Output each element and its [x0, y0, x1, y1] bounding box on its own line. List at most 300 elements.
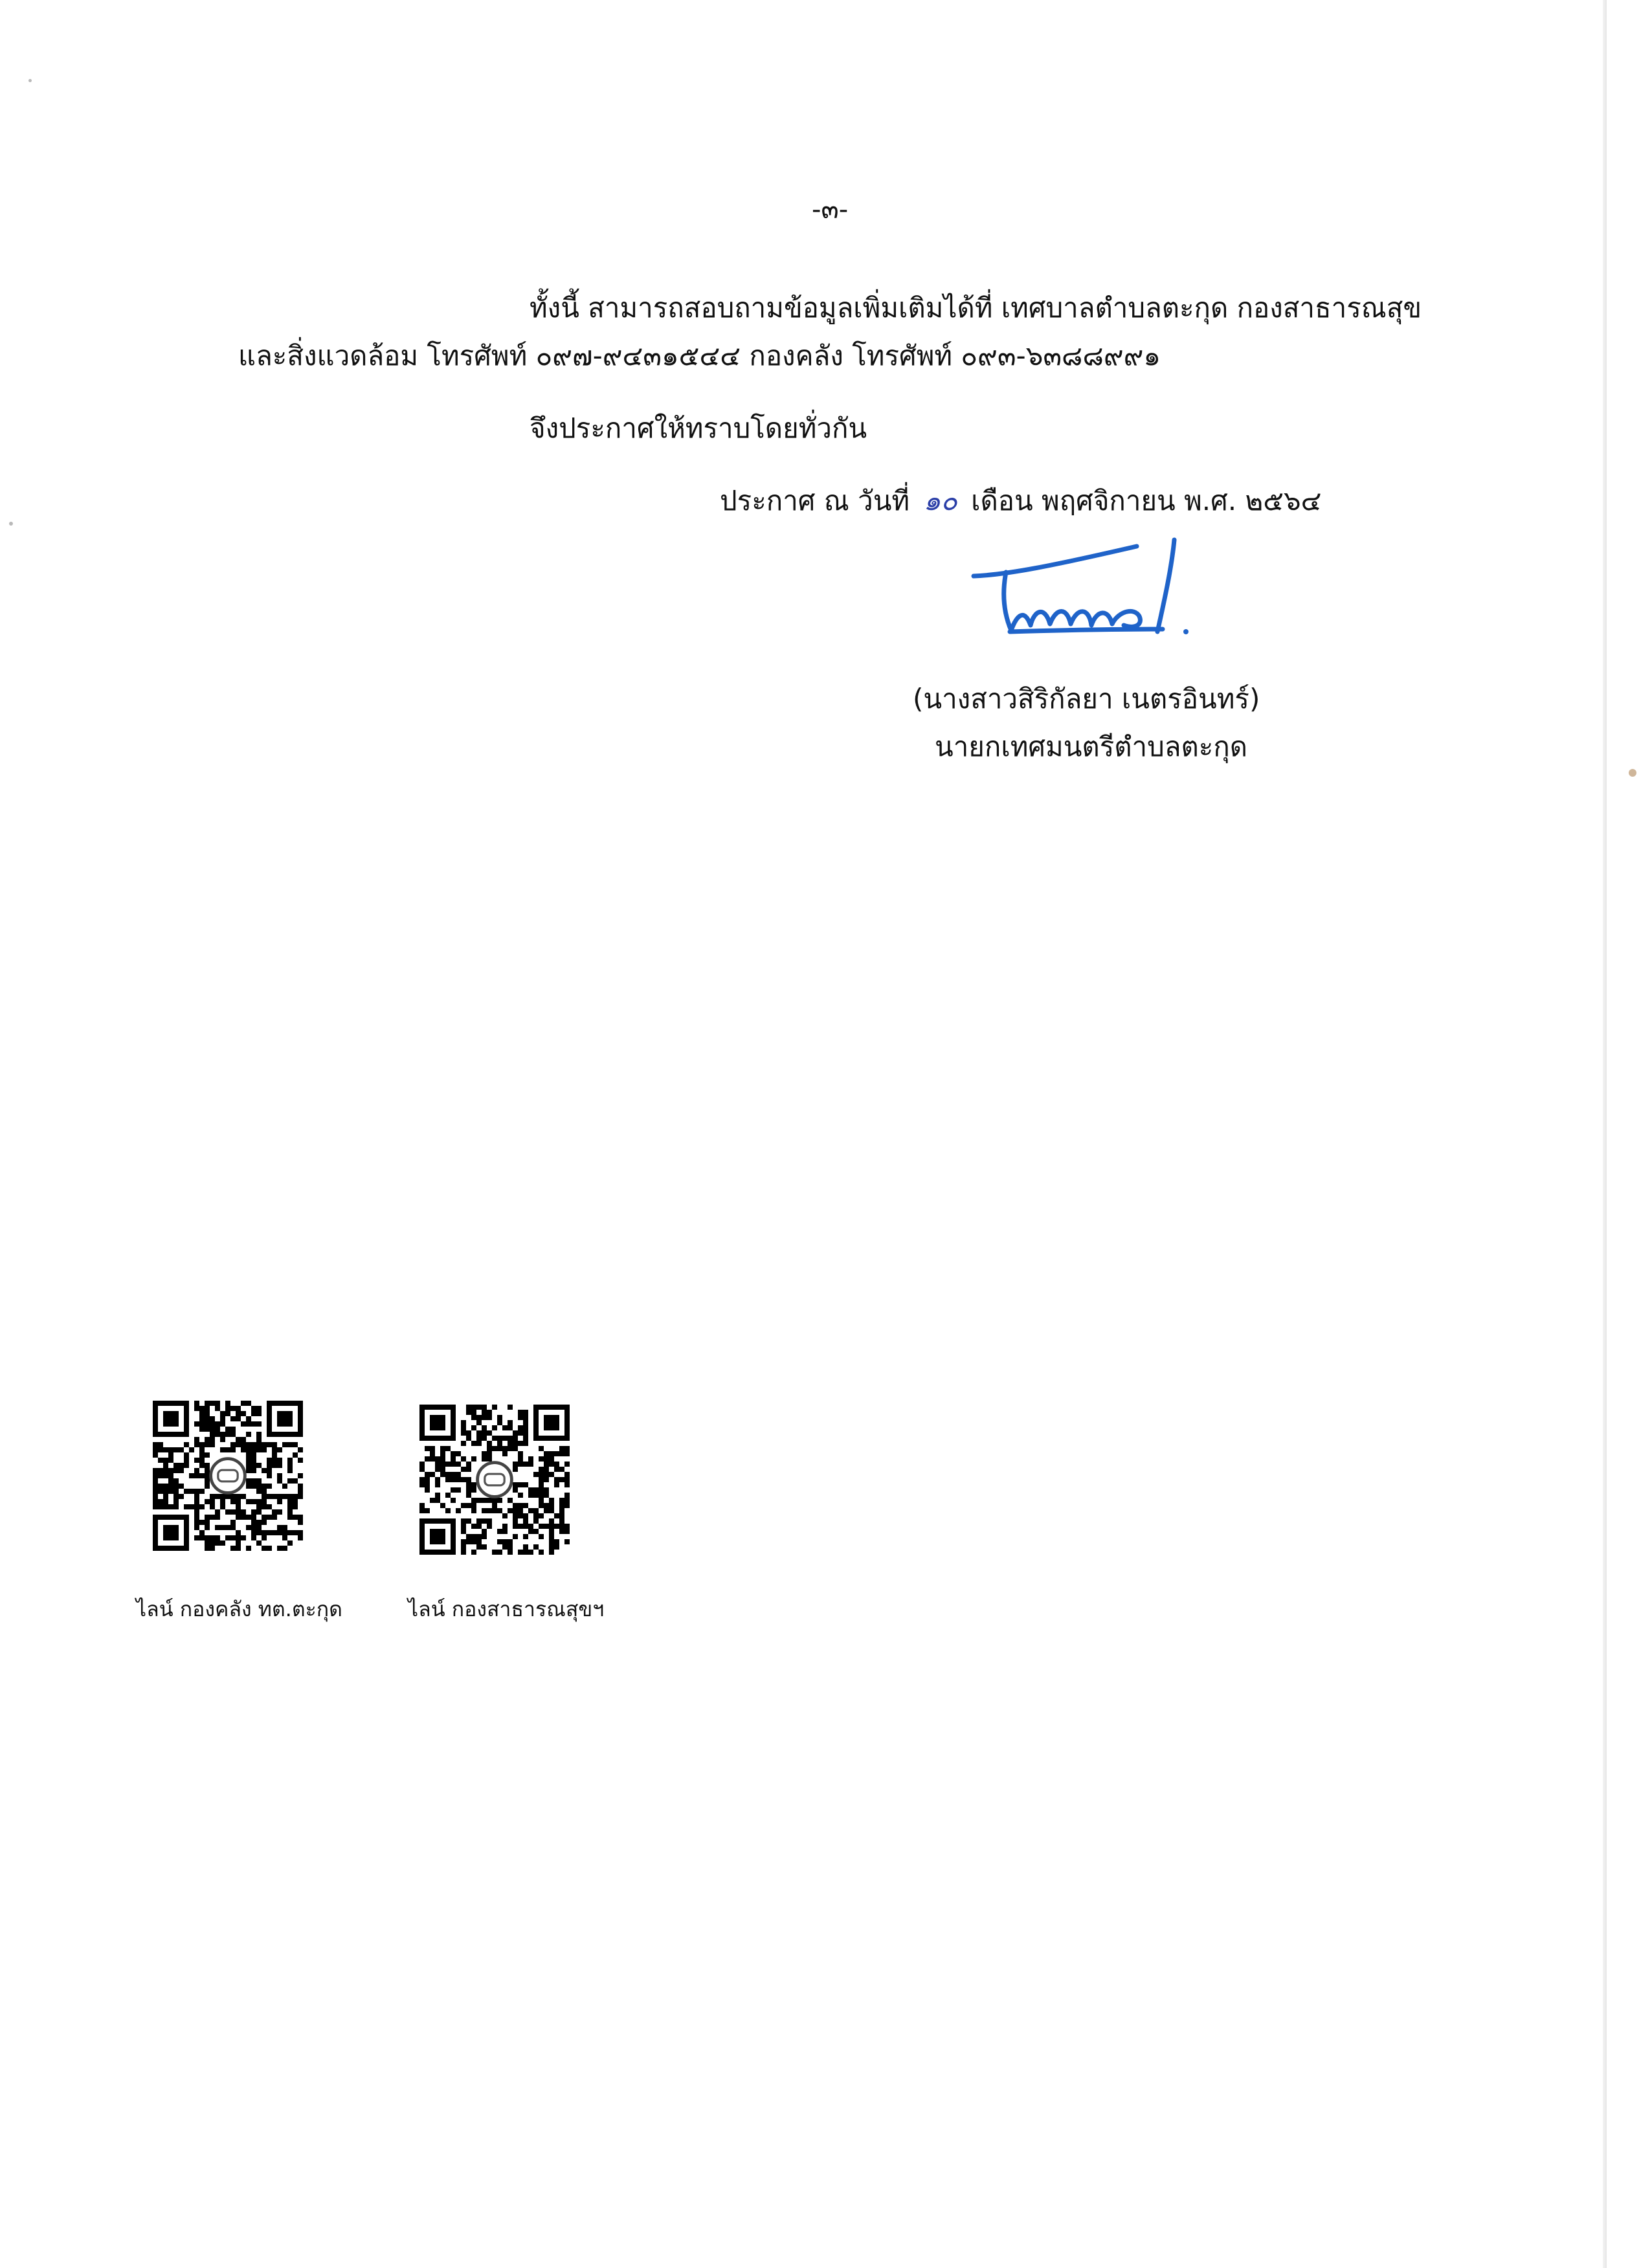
qr-module: [163, 1489, 168, 1494]
qr-module: [179, 1447, 184, 1452]
qr-module: [205, 1463, 210, 1468]
qr-module: [544, 1524, 549, 1529]
qr-module: [184, 1489, 189, 1494]
qr-module: [210, 1535, 215, 1540]
qr-module: [168, 1504, 173, 1509]
qr-module: [225, 1411, 230, 1416]
signature-strokes: [974, 540, 1174, 632]
qr-module: [158, 1484, 163, 1489]
qr-module: [168, 1468, 173, 1473]
qr-module: [549, 1550, 554, 1555]
qr-module: [230, 1494, 236, 1499]
qr-module: [466, 1467, 471, 1472]
qr-module: [205, 1437, 210, 1442]
qr-module: [205, 1478, 210, 1484]
qr-module: [419, 1508, 425, 1513]
qr-module: [425, 1477, 430, 1482]
qr-module: [163, 1504, 168, 1509]
qr-module: [256, 1447, 262, 1452]
qr-module: [559, 1477, 564, 1482]
qr-module: [225, 1509, 230, 1515]
qr-module: [251, 1520, 256, 1525]
qr-module: [168, 1473, 173, 1478]
qr-module: [293, 1494, 298, 1499]
qr-module: [215, 1421, 220, 1427]
qr-module: [298, 1520, 303, 1525]
qr-module: [508, 1544, 513, 1550]
qr-module: [559, 1446, 564, 1451]
qr-module: [476, 1524, 482, 1529]
qr-module: [256, 1509, 262, 1515]
qr-module: [153, 1468, 158, 1473]
qr-module: [523, 1410, 528, 1415]
qr-module: [497, 1508, 502, 1513]
qr-module: [199, 1416, 205, 1421]
qr-module: [471, 1410, 476, 1415]
qr-module: [298, 1484, 303, 1489]
qr-module: [487, 1498, 492, 1503]
qr-module: [236, 1509, 241, 1515]
qr-module: [241, 1494, 246, 1499]
qr-module: [205, 1468, 210, 1473]
qr-module: [282, 1484, 287, 1489]
qr-module: [241, 1535, 246, 1540]
qr-module: [256, 1504, 262, 1509]
qr-module: [544, 1487, 549, 1493]
qr-module: [230, 1427, 236, 1432]
qr-module: [256, 1437, 262, 1442]
qr-module: [199, 1458, 205, 1463]
qr-module: [153, 1504, 158, 1509]
qr-module: [225, 1525, 230, 1530]
qr-module: [523, 1482, 528, 1487]
qr-module: [251, 1525, 256, 1530]
qr-module: [189, 1504, 194, 1509]
qr-module: [497, 1550, 502, 1555]
qr-module: [497, 1441, 502, 1446]
qr-module: [502, 1544, 508, 1550]
qr-module: [173, 1504, 179, 1509]
qr-module: [466, 1430, 471, 1436]
qr-module: [236, 1437, 241, 1442]
qr-module: [461, 1518, 466, 1524]
qr-module: [272, 1530, 277, 1535]
qr-module: [554, 1462, 559, 1467]
qr-module: [189, 1473, 194, 1478]
qr-module: [215, 1540, 220, 1546]
qr-module: [246, 1463, 251, 1468]
qr-module: [220, 1421, 225, 1427]
qr-module: [241, 1509, 246, 1515]
qr-module: [482, 1456, 487, 1462]
qr-module: [456, 1462, 461, 1467]
qr-module: [215, 1535, 220, 1540]
qr-module: [298, 1489, 303, 1494]
qr-module: [533, 1493, 539, 1498]
qr-module: [173, 1468, 179, 1473]
qr-module: [199, 1421, 205, 1427]
qr-caption-finance: ไลน์ กองคลัง ทต.ตะกุด: [136, 1597, 342, 1621]
qr-module: [564, 1462, 570, 1467]
qr-module: [168, 1452, 173, 1458]
qr-module: [246, 1447, 251, 1452]
qr-module: [528, 1462, 533, 1467]
qr-module: [199, 1473, 205, 1478]
qr-module: [184, 1504, 189, 1509]
date-suffix: เดือน พฤศจิกายน พ.ศ. ๒๕๖๔: [971, 485, 1322, 517]
qr-module: [282, 1530, 287, 1535]
qr-module: [298, 1535, 303, 1540]
qr-module: [564, 1539, 570, 1544]
qr-module: [533, 1508, 539, 1513]
qr-module: [549, 1498, 554, 1503]
qr-module: [461, 1420, 466, 1425]
qr-module: [539, 1472, 544, 1477]
qr-module: [246, 1468, 251, 1473]
qr-module: [262, 1494, 267, 1499]
qr-module: [241, 1515, 246, 1520]
qr-module: [256, 1484, 262, 1489]
qr-module: [518, 1493, 523, 1498]
qr-module: [215, 1406, 220, 1411]
qr-module: [210, 1540, 215, 1546]
qr-module: [163, 1468, 168, 1473]
qr-code-health-line[interactable]: [419, 1405, 570, 1555]
qr-module: [523, 1534, 528, 1539]
qr-module: [466, 1493, 471, 1498]
qr-module: [220, 1540, 225, 1546]
qr-module: [482, 1518, 487, 1524]
qr-module: [497, 1529, 502, 1534]
qr-module: [539, 1482, 544, 1487]
qr-module: [518, 1550, 523, 1555]
qr-module: [513, 1508, 518, 1513]
qr-module: [205, 1540, 210, 1546]
line-logo-icon: [478, 1463, 512, 1497]
qr-module: [461, 1467, 466, 1472]
qr-module: [287, 1458, 293, 1463]
qr-module: [282, 1546, 287, 1551]
qr-module: [251, 1421, 256, 1427]
qr-module: [471, 1534, 476, 1539]
qr-module: [482, 1430, 487, 1436]
qr-module: [471, 1456, 476, 1462]
qr-module: [272, 1452, 277, 1458]
qr-module: [482, 1508, 487, 1513]
qr-module: [158, 1468, 163, 1473]
qr-module: [210, 1442, 215, 1447]
qr-module: [461, 1529, 466, 1534]
qr-module: [287, 1509, 293, 1515]
qr-module: [293, 1442, 298, 1447]
qr-module: [523, 1425, 528, 1430]
qr-module: [451, 1472, 456, 1477]
qr-module: [246, 1442, 251, 1447]
qr-module: [256, 1499, 262, 1504]
qr-finder-center: [430, 1415, 445, 1430]
contact-info-line-2: และสิ่งแวดล้อม โทรศัพท์ ๐๙๗-๙๔๓๑๕๔๔ กองคลัง โทรศัพท์ ๐๙๓-๖๓๘๘๙๙๑: [238, 340, 1161, 372]
qr-module: [528, 1524, 533, 1529]
qr-module: [236, 1499, 241, 1504]
qr-module: [215, 1525, 220, 1530]
qr-module: [559, 1467, 564, 1472]
qr-module: [513, 1482, 518, 1487]
qr-module: [205, 1515, 210, 1520]
qr-module: [539, 1477, 544, 1482]
line-logo-icon: [211, 1459, 245, 1493]
qr-module: [194, 1494, 199, 1499]
qr-module: [440, 1456, 445, 1462]
qr-module: [241, 1437, 246, 1442]
qr-module: [466, 1539, 471, 1544]
qr-module: [236, 1416, 241, 1421]
qr-module: [267, 1530, 272, 1535]
line-qr-code-icon: [419, 1405, 570, 1555]
qr-module: [539, 1467, 544, 1472]
qr-module: [476, 1436, 482, 1441]
qr-module: [184, 1452, 189, 1458]
qr-module: [544, 1493, 549, 1498]
qr-module: [287, 1504, 293, 1509]
qr-module: [220, 1411, 225, 1416]
qr-module: [518, 1451, 523, 1456]
qr-module: [559, 1518, 564, 1524]
qr-module: [210, 1437, 215, 1442]
qr-module: [210, 1401, 215, 1406]
qr-module: [220, 1494, 225, 1499]
qr-module: [230, 1406, 236, 1411]
qr-module: [210, 1499, 215, 1504]
qr-module: [220, 1499, 225, 1504]
qr-module: [262, 1484, 267, 1489]
qr-module: [256, 1530, 262, 1535]
qr-module: [251, 1478, 256, 1484]
qr-module: [466, 1477, 471, 1482]
qr-module: [262, 1530, 267, 1535]
qr-module: [518, 1508, 523, 1513]
qr-module: [471, 1539, 476, 1544]
qr-module: [419, 1503, 425, 1508]
qr-module: [492, 1446, 497, 1451]
qr-module: [210, 1494, 215, 1499]
qr-module: [445, 1472, 451, 1477]
qr-module: [523, 1518, 528, 1524]
qr-module: [225, 1535, 230, 1540]
qr-module: [241, 1442, 246, 1447]
qr-module: [564, 1482, 570, 1487]
qr-module: [564, 1503, 570, 1508]
handwritten-signature: [968, 535, 1208, 651]
qr-finder-center: [544, 1415, 559, 1430]
qr-module: [173, 1484, 179, 1489]
qr-module: [539, 1493, 544, 1498]
qr-module: [528, 1508, 533, 1513]
qr-module: [153, 1473, 158, 1478]
qr-module: [153, 1484, 158, 1489]
qr-module: [502, 1425, 508, 1430]
qr-module: [199, 1452, 205, 1458]
qr-module: [251, 1499, 256, 1504]
qr-module: [502, 1513, 508, 1518]
qr-module: [502, 1436, 508, 1441]
qr-module: [277, 1525, 282, 1530]
line-qr-code-icon: [153, 1401, 303, 1551]
qr-module: [246, 1458, 251, 1463]
qr-module: [199, 1406, 205, 1411]
qr-module: [158, 1458, 163, 1463]
qr-module: [549, 1524, 554, 1529]
qr-module: [533, 1487, 539, 1493]
qr-module: [210, 1427, 215, 1432]
qr-module: [236, 1406, 241, 1411]
qr-module: [298, 1530, 303, 1535]
qr-module: [199, 1463, 205, 1468]
qr-module: [277, 1499, 282, 1504]
qr-module: [220, 1504, 225, 1509]
qr-module: [513, 1534, 518, 1539]
qr-module: [461, 1544, 466, 1550]
qr-module: [518, 1430, 523, 1436]
qr-module: [262, 1515, 267, 1520]
qr-module: [497, 1446, 502, 1451]
qr-module: [523, 1513, 528, 1518]
qr-module: [241, 1411, 246, 1416]
qr-module: [205, 1421, 210, 1427]
qr-module: [153, 1499, 158, 1504]
qr-module: [487, 1451, 492, 1456]
qr-module: [513, 1436, 518, 1441]
qr-module: [153, 1447, 158, 1452]
date-prefix: ประกาศ ณ วันที่: [720, 485, 910, 517]
scan-speck: [28, 79, 32, 82]
qr-module: [508, 1425, 513, 1430]
qr-module: [518, 1456, 523, 1462]
qr-module: [554, 1539, 559, 1544]
qr-module: [544, 1508, 549, 1513]
qr-module: [251, 1535, 256, 1540]
qr-module: [282, 1442, 287, 1447]
qr-module: [461, 1503, 466, 1508]
qr-module: [528, 1493, 533, 1498]
qr-module: [225, 1427, 230, 1432]
qr-module: [277, 1447, 282, 1452]
qr-module: [549, 1451, 554, 1456]
qr-module: [251, 1530, 256, 1535]
qr-module: [425, 1487, 430, 1493]
qr-module: [471, 1425, 476, 1430]
qr-module: [513, 1430, 518, 1436]
qr-module: [236, 1530, 241, 1535]
signer-title: นายกเทศมนตรีตำบลตะกุด: [935, 731, 1248, 762]
qr-module: [430, 1446, 435, 1451]
qr-finder-center: [277, 1411, 293, 1427]
qr-module: [246, 1452, 251, 1458]
qr-module: [466, 1534, 471, 1539]
qr-module: [523, 1544, 528, 1550]
qr-module: [199, 1442, 205, 1447]
qr-module: [419, 1462, 425, 1467]
qr-module: [256, 1520, 262, 1525]
qr-module: [549, 1539, 554, 1544]
qr-module: [482, 1534, 487, 1539]
qr-module: [492, 1498, 497, 1503]
qr-module: [523, 1430, 528, 1436]
qr-module: [246, 1499, 251, 1504]
qr-module: [262, 1468, 267, 1473]
qr-module: [564, 1477, 570, 1482]
contact-info-line-1: ทั้งนี้ สามารถสอบถามข้อมูลเพิ่มเติมได้ที่ เทศบาลตำบลตะกุด กองสาธารณสุข: [530, 292, 1422, 324]
qr-module: [523, 1503, 528, 1508]
qr-module: [205, 1525, 210, 1530]
qr-module: [508, 1539, 513, 1544]
qr-module: [461, 1456, 466, 1462]
qr-module: [471, 1441, 476, 1446]
qr-module: [440, 1472, 445, 1477]
qr-module: [298, 1494, 303, 1499]
qr-module: [497, 1539, 502, 1544]
scan-speck: [9, 522, 13, 526]
qr-module: [199, 1411, 205, 1416]
qr-module: [549, 1456, 554, 1462]
qr-module: [215, 1494, 220, 1499]
qr-module: [272, 1447, 277, 1452]
qr-module: [440, 1467, 445, 1472]
qr-module: [267, 1463, 272, 1468]
qr-module: [287, 1499, 293, 1504]
qr-module: [272, 1463, 277, 1468]
qr-module: [230, 1509, 236, 1515]
qr-module: [298, 1458, 303, 1463]
qr-module: [482, 1405, 487, 1410]
qr-module: [564, 1529, 570, 1534]
qr-module: [220, 1525, 225, 1530]
qr-module: [267, 1546, 272, 1551]
qr-module: [246, 1416, 251, 1421]
qr-module: [194, 1458, 199, 1463]
qr-module: [251, 1484, 256, 1489]
qr-module: [502, 1529, 508, 1534]
qr-module: [205, 1484, 210, 1489]
qr-module: [287, 1442, 293, 1447]
qr-module: [163, 1484, 168, 1489]
qr-module: [194, 1504, 199, 1509]
qr-module: [476, 1441, 482, 1446]
qr-module: [533, 1544, 539, 1550]
qr-module: [466, 1405, 471, 1410]
qr-module: [528, 1487, 533, 1493]
qr-module: [513, 1524, 518, 1529]
qr-module: [215, 1515, 220, 1520]
qr-module: [199, 1504, 205, 1509]
qr-module: [564, 1446, 570, 1451]
qr-module: [262, 1504, 267, 1509]
qr-module: [215, 1432, 220, 1437]
qr-module: [179, 1484, 184, 1489]
qr-module: [287, 1494, 293, 1499]
qr-module: [205, 1452, 210, 1458]
qr-module: [230, 1416, 236, 1421]
qr-module: [476, 1539, 482, 1544]
qr-module: [476, 1534, 482, 1539]
qr-module: [277, 1473, 282, 1478]
qr-module: [230, 1442, 236, 1447]
qr-module: [205, 1401, 210, 1406]
qr-module: [559, 1498, 564, 1503]
qr-code-finance-line[interactable]: [153, 1401, 303, 1551]
qr-module: [168, 1458, 173, 1463]
qr-module: [267, 1515, 272, 1520]
qr-module: [194, 1515, 199, 1520]
